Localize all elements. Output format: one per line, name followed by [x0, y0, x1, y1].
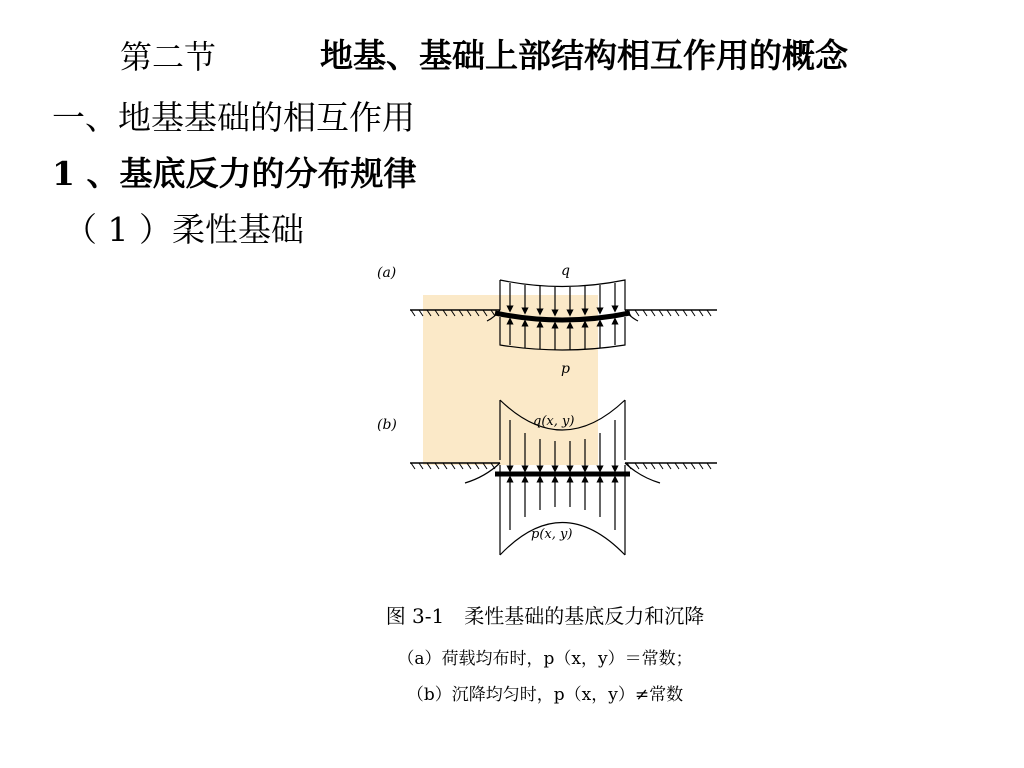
slide-title	[120, 30, 1000, 80]
section-title: 地基、基础上部结构相互作用的概念	[320, 36, 848, 75]
foundation-diagram	[355, 255, 735, 565]
p-label: p	[561, 361, 570, 377]
label-b: (b)	[377, 417, 397, 433]
heading-level-3: （ 1 ）柔性基础	[64, 210, 304, 249]
heading-level-2: 1 、基底反力的分布规律	[52, 154, 417, 193]
qxy-label: q(x, y)	[533, 414, 575, 429]
figure-caption-b: （b）沉降均匀时，p（x，y）≠常数	[406, 685, 684, 705]
figure-caption-title: 图 3-1 柔性基础的基底反力和沉降	[385, 604, 705, 628]
label-a: (a)	[377, 265, 397, 281]
figure-3-1	[355, 255, 735, 565]
pxy-label: p(x, y)	[531, 527, 573, 542]
q-label: q	[561, 263, 570, 279]
section-number: 第二节	[120, 38, 217, 76]
heading-level-1: 一、地基基础的相互作用	[52, 98, 415, 137]
figure-caption-a: （a）荷载均布时，p（x，y）＝常数；	[397, 649, 693, 669]
